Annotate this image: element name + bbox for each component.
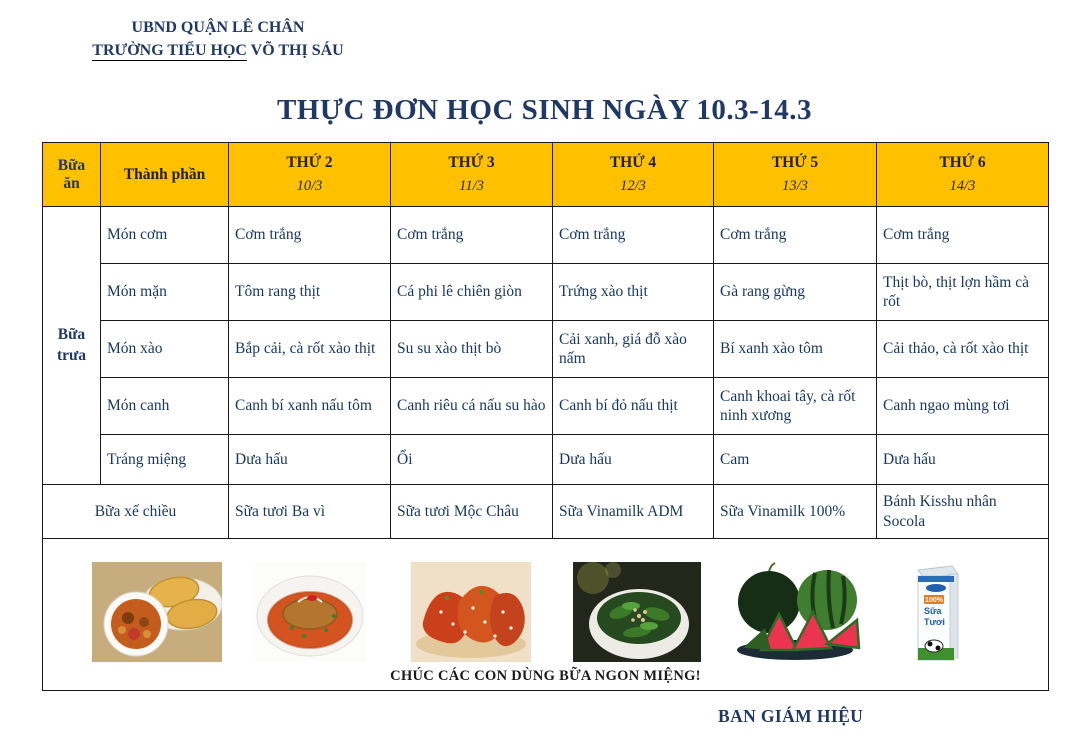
menu-cell: Sữa tươi Ba vì (229, 485, 391, 539)
vegetable-soup-photo (573, 562, 701, 662)
menu-cell: Bánh Kisshu nhân Socola (877, 485, 1049, 539)
menu-cell: Cơm trắng (877, 207, 1049, 264)
menu-cell: Gà rang gừng (714, 264, 877, 321)
component-label: Món cơm (101, 207, 229, 264)
bon-appetit-message: CHÚC CÁC CON DÙNG BỮA NGON MIỆNG! (390, 668, 701, 684)
menu-cell: Cơm trắng (229, 207, 391, 264)
menu-cell: Tôm rang thịt (229, 264, 391, 321)
day-header-thu (714, 143, 877, 207)
menu-cell: Cải thảo, cà rốt xào thịt (877, 321, 1049, 378)
menu-cell: Canh bí xanh nấu tôm (229, 378, 391, 435)
braised-fish-photo (254, 562, 366, 662)
menu-cell: Cải xanh, giá đỗ xào nấm (553, 321, 714, 378)
table-row-savory (43, 264, 1049, 321)
menu-cell: Canh riêu cá nấu su hào (391, 378, 553, 435)
menu-cell: Canh khoai tây, cà rốt ninh xương (714, 378, 877, 435)
menu-cell: Thịt bò, thịt lợn hầm cà rốt (877, 264, 1049, 321)
stew-with-bread-photo (92, 562, 222, 662)
menu-cell: Canh bí đỏ nấu thịt (553, 378, 714, 435)
menu-cell: Bí xanh xào tôm (714, 321, 877, 378)
component-label: Món mặn (101, 264, 229, 321)
fried-chicken-wings-photo (411, 562, 531, 662)
food-photo-gallery (49, 544, 1042, 662)
letterhead-school-underlined: TRƯỜNG TIỂU HỌC (92, 42, 247, 60)
day-header-tue (391, 143, 553, 207)
menu-cell: Sữa Vinamilk ADM (553, 485, 714, 539)
menu-cell: Bắp cải, cà rốt xào thịt (229, 321, 391, 378)
day-label: THỨ 4 (609, 154, 657, 171)
day-label: THỨ 2 (286, 154, 333, 171)
menu-cell: Canh ngao mùng tơi (877, 378, 1049, 435)
table-row-soup (43, 378, 1049, 435)
watermelon-photo (731, 562, 866, 662)
menu-cell: Trứng xào thịt (553, 264, 714, 321)
day-label: THỨ 5 (771, 154, 819, 171)
menu-table (42, 142, 1049, 691)
milk-carton-photo (908, 554, 966, 666)
signature-board-of-principals: BAN GIÁM HIỆU (718, 706, 864, 726)
food-photo-band (43, 539, 1049, 691)
letterhead-line2 (48, 39, 388, 62)
table-header-row (43, 143, 1049, 207)
table-row-gallery (43, 539, 1049, 691)
table-row-stirfry (43, 321, 1049, 378)
component-label: Tráng miệng (101, 435, 229, 485)
letterhead (48, 16, 388, 62)
table-row-afternoon-snack (43, 485, 1049, 539)
component-label: Món canh (101, 378, 229, 435)
component-label: Món xào (101, 321, 229, 378)
letterhead-line1: UBND QUẬN LÊ CHÂN (131, 19, 305, 36)
table-row-dessert (43, 435, 1049, 485)
menu-cell: Cơm trắng (714, 207, 877, 264)
menu-cell: Dưa hấu (229, 435, 391, 485)
table-row-rice (43, 207, 1049, 264)
menu-cell: Ổi (391, 435, 553, 485)
menu-cell: Cơm trắng (391, 207, 553, 264)
menu-cell: Cơm trắng (553, 207, 714, 264)
menu-cell: Su su xào thịt bò (391, 321, 553, 378)
day-label: THỨ 6 (939, 154, 986, 171)
menu-cell: Cam (714, 435, 877, 485)
day-date: 14/3 (949, 178, 976, 194)
lunch-meal-label: Bữa trưa (43, 207, 101, 485)
letterhead-school-rest: VÕ THỊ SÁU (246, 42, 344, 60)
day-header-fri (877, 143, 1049, 207)
component-column-header: Thành phần (101, 143, 229, 207)
afternoon-meal-label: Bữa xế chiều (43, 485, 229, 539)
menu-cell: Dưa hấu (877, 435, 1049, 485)
page-title: THỰC ĐƠN HỌC SINH NGÀY 10.3-14.3 (276, 94, 813, 126)
menu-cell: Sữa tươi Mộc Châu (391, 485, 553, 539)
day-label: THỨ 3 (448, 154, 495, 171)
milk-carton-text-line2: Tươi (924, 617, 945, 627)
day-date: 11/3 (459, 178, 484, 194)
menu-cell: Cá phi lê chiên giòn (391, 264, 553, 321)
day-date: 12/3 (620, 178, 646, 194)
milk-carton-pct-text: 100% (925, 597, 943, 604)
milk-carton-text-line1: Sữa (924, 606, 942, 616)
menu-cell: Sữa Vinamilk 100% (714, 485, 877, 539)
meal-column-header: Bữa ăn (43, 143, 101, 207)
menu-cell: Dưa hấu (553, 435, 714, 485)
day-header-wed (553, 143, 714, 207)
day-date: 10/3 (296, 178, 323, 194)
day-date: 13/3 (782, 178, 808, 194)
day-header-mon (229, 143, 391, 207)
